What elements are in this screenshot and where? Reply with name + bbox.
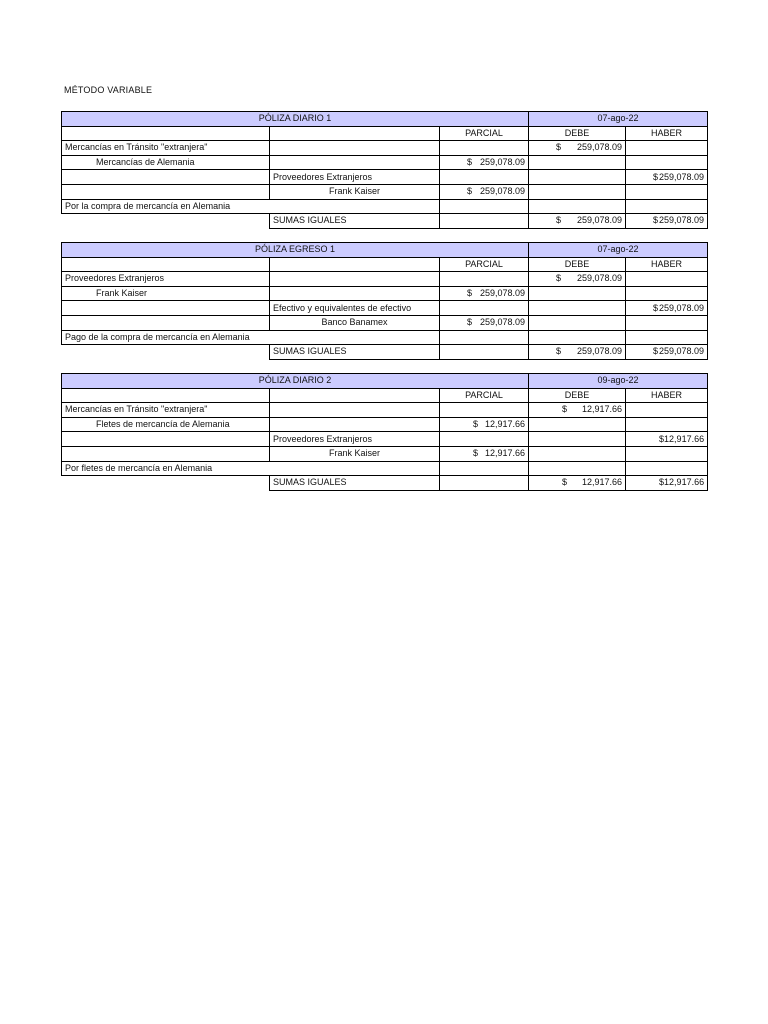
currency-symbol: $ [467, 186, 473, 197]
empty-cell [270, 155, 440, 170]
empty-cell [529, 461, 626, 476]
haber-total [626, 345, 708, 360]
table-row [62, 199, 708, 214]
empty-cell [440, 476, 529, 491]
poliza-header-row [62, 374, 708, 389]
sumas-iguales: SUMAS IGUALES [270, 214, 440, 229]
empty-cell [626, 315, 708, 330]
table-row [62, 403, 708, 418]
poliza-header: PÓLIZA DIARIO 1 [62, 112, 529, 127]
cuenta-cargo: Mercancías en Tránsito "extranjera" [62, 141, 270, 156]
currency-symbol: $ [467, 288, 473, 299]
col-debe: DEBE [529, 126, 626, 141]
empty-cell [529, 286, 626, 301]
table-row [62, 272, 708, 287]
empty-cell [440, 461, 529, 476]
concepto: Pago de la compra de mercancía en Alemania [62, 330, 270, 345]
empty-cell [440, 214, 529, 229]
amount: 259,078.09 [479, 317, 526, 328]
table-row [62, 315, 708, 330]
page-title: MÉTODO VARIABLE [64, 85, 153, 95]
currency-symbol: $ [653, 302, 659, 313]
debe-amount [529, 272, 626, 287]
empty-cell [626, 184, 708, 199]
currency-symbol: $ [653, 171, 659, 182]
col-haber: HABER [626, 388, 708, 403]
empty-cell [270, 461, 440, 476]
poliza-date: 07-ago-22 [529, 243, 708, 258]
empty-cell [529, 199, 626, 214]
haber-amount [626, 301, 708, 316]
col-haber: HABER [626, 126, 708, 141]
empty-cell [626, 141, 708, 156]
concepto: Por la compra de mercancía en Alemania [62, 199, 270, 214]
amount: 259,078.09 [659, 171, 705, 182]
currency-symbol: $ [556, 215, 562, 226]
empty-cell [529, 301, 626, 316]
table-row [62, 432, 708, 447]
col-parcial: PARCIAL [440, 257, 529, 272]
currency-symbol: $ [556, 346, 562, 357]
col-debe: DEBE [529, 388, 626, 403]
amount: 259,078.09 [576, 142, 623, 153]
empty-cell [62, 476, 270, 491]
table-row [62, 286, 708, 301]
col-haber: HABER [626, 257, 708, 272]
table-row [62, 476, 708, 491]
empty-cell [440, 345, 529, 360]
empty-cell [440, 432, 529, 447]
empty-cell [62, 388, 270, 403]
empty-cell [626, 272, 708, 287]
amount: 259,078.09 [479, 157, 526, 168]
empty-cell [62, 301, 270, 316]
table-row [62, 214, 708, 229]
empty-cell [626, 330, 708, 345]
col-parcial: PARCIAL [440, 126, 529, 141]
amount: 12,917.66 [484, 448, 526, 459]
empty-cell [626, 417, 708, 432]
subcuenta-cargo: Frank Kaiser [62, 286, 270, 301]
empty-cell [270, 286, 440, 301]
empty-cell [270, 330, 440, 345]
currency-symbol: $ [659, 477, 665, 488]
empty-cell [529, 432, 626, 447]
empty-cell [62, 170, 270, 185]
currency-symbol: $ [556, 142, 562, 153]
debe-total [529, 345, 626, 360]
table-row [62, 330, 708, 345]
table-row [62, 170, 708, 185]
empty-cell [440, 170, 529, 185]
empty-cell [626, 461, 708, 476]
parcial-amount [440, 417, 529, 432]
sumas-iguales: SUMAS IGUALES [270, 345, 440, 360]
column-header-row [62, 388, 708, 403]
empty-cell [626, 286, 708, 301]
haber-total [626, 214, 708, 229]
amount: 259,078.09 [659, 302, 705, 313]
empty-cell [440, 330, 529, 345]
col-parcial: PARCIAL [440, 388, 529, 403]
empty-cell [440, 272, 529, 287]
subcuenta-abono: Frank Kaiser [270, 446, 440, 461]
poliza-table [61, 373, 708, 491]
table-row [62, 446, 708, 461]
empty-cell [626, 446, 708, 461]
concepto: Por fletes de mercancía en Alemania [62, 461, 270, 476]
empty-cell [440, 199, 529, 214]
sumas-iguales: SUMAS IGUALES [270, 476, 440, 491]
amount: 12,917.66 [581, 477, 623, 488]
subcuenta-abono: Frank Kaiser [270, 184, 440, 199]
cuenta-abono: Efectivo y equivalentes de efectivo [270, 301, 440, 316]
parcial-amount [440, 315, 529, 330]
poliza-header-row [62, 112, 708, 127]
parcial-amount [440, 155, 529, 170]
empty-cell [270, 199, 440, 214]
debe-total [529, 214, 626, 229]
poliza-date: 09-ago-22 [529, 374, 708, 389]
empty-cell [62, 432, 270, 447]
table-row [62, 184, 708, 199]
amount: 259,078.09 [479, 186, 526, 197]
empty-cell [529, 170, 626, 185]
empty-cell [62, 446, 270, 461]
subcuenta-abono: Banco Banamex [270, 315, 440, 330]
currency-symbol: $ [467, 317, 473, 328]
empty-cell [62, 345, 270, 360]
empty-cell [270, 388, 440, 403]
empty-cell [529, 184, 626, 199]
empty-cell [62, 257, 270, 272]
empty-cell [62, 214, 270, 229]
debe-amount [529, 141, 626, 156]
empty-cell [626, 403, 708, 418]
poliza-header: PÓLIZA DIARIO 2 [62, 374, 529, 389]
col-debe: DEBE [529, 257, 626, 272]
debe-amount [529, 403, 626, 418]
parcial-amount [440, 286, 529, 301]
table-row [62, 345, 708, 360]
empty-cell [270, 126, 440, 141]
parcial-amount [440, 184, 529, 199]
amount: 12,917.66 [484, 419, 526, 430]
haber-amount [626, 432, 708, 447]
table-row [62, 155, 708, 170]
table-row [62, 461, 708, 476]
currency-symbol: $ [556, 273, 562, 284]
cuenta-cargo: Mercancías en Tránsito "extranjera" [62, 403, 270, 418]
currency-symbol: $ [562, 477, 568, 488]
haber-amount [626, 170, 708, 185]
poliza-table [61, 242, 708, 360]
column-header-row [62, 126, 708, 141]
currency-symbol: $ [653, 215, 659, 226]
poliza-table [61, 111, 708, 229]
currency-symbol: $ [562, 404, 568, 415]
amount: 12,917.66 [581, 404, 623, 415]
empty-cell [62, 126, 270, 141]
table-row [62, 301, 708, 316]
empty-cell [62, 184, 270, 199]
subcuenta-cargo: Mercancías de Alemania [62, 155, 270, 170]
currency-symbol: $ [659, 433, 665, 444]
empty-cell [529, 315, 626, 330]
currency-symbol: $ [653, 346, 659, 357]
amount: 259,078.09 [576, 215, 623, 226]
column-header-row [62, 257, 708, 272]
cuenta-cargo: Proveedores Extranjeros [62, 272, 270, 287]
table-row [62, 417, 708, 432]
empty-cell [626, 155, 708, 170]
haber-total [626, 476, 708, 491]
poliza-header: PÓLIZA EGRESO 1 [62, 243, 529, 258]
amount: 259,078.09 [576, 346, 623, 357]
currency-symbol: $ [473, 448, 479, 459]
empty-cell [270, 257, 440, 272]
empty-cell [270, 141, 440, 156]
currency-symbol: $ [473, 419, 479, 430]
empty-cell [270, 403, 440, 418]
amount: 259,078.09 [576, 273, 623, 284]
empty-cell [529, 155, 626, 170]
empty-cell [529, 330, 626, 345]
cuenta-abono: Proveedores Extranjeros [270, 432, 440, 447]
empty-cell [62, 315, 270, 330]
poliza-header-row [62, 243, 708, 258]
amount: 259,078.09 [659, 215, 705, 226]
empty-cell [626, 199, 708, 214]
amount: 259,078.09 [659, 346, 705, 357]
empty-cell [270, 272, 440, 287]
empty-cell [440, 301, 529, 316]
cuenta-abono: Proveedores Extranjeros [270, 170, 440, 185]
parcial-amount [440, 446, 529, 461]
amount: 259,078.09 [479, 288, 526, 299]
amount: 12,917.66 [664, 433, 705, 444]
empty-cell [529, 446, 626, 461]
debe-total [529, 476, 626, 491]
subcuenta-cargo: Fletes de mercancía de Alemania [62, 417, 270, 432]
empty-cell [440, 403, 529, 418]
amount: 12,917.66 [664, 477, 705, 488]
empty-cell [270, 417, 440, 432]
table-row [62, 141, 708, 156]
empty-cell [529, 417, 626, 432]
currency-symbol: $ [467, 157, 473, 168]
empty-cell [440, 141, 529, 156]
poliza-date: 07-ago-22 [529, 112, 708, 127]
